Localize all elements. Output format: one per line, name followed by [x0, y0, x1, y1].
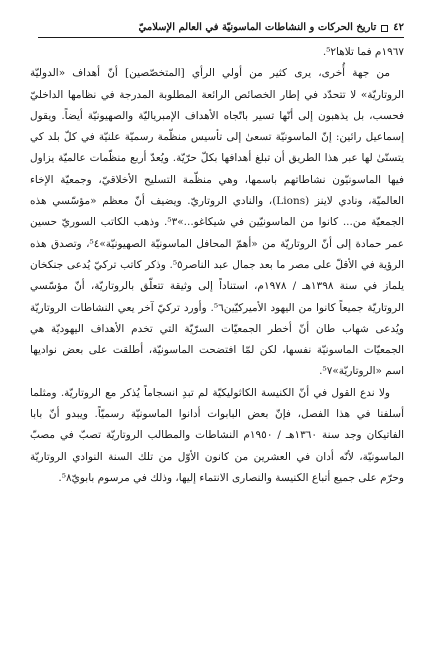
paragraph-continuation: ١٩٦٧م فما تلاها⁵٢. [322, 46, 404, 58]
square-ornament-icon [381, 25, 388, 32]
body-text [30, 42, 404, 489]
paragraph-church: ولا ندع القول في أنّ الكنيسة الكاثوليكيّة لم تبدِ انسجاماً يُذكر مع الروتاريّة. ومثلما أسلفنا في هذا الفصل، فإنّ بعض البابوات أدانوا الماسونيّة رسميّاً. ويبدو أنّ بابا الفاتيكان وجد سنة ١٣٦٠هـ / ١٩٥٠م النشاطات والمطالب الروتاريّة تصبّ في مصبّ الماسونيّة، لأنّه أدان في العشرين من كانون الأوّل من تلك السنة النوادي الروتاريّة وحرّم على جميع أتباع الكنيسة والنصارى الانتماء إليها، وذلك في مرسوم بابويّ⁵٨. [30, 386, 405, 484]
header-rule [38, 37, 404, 38]
paragraph-rotary: من جهة أُخرى، يرى كثير من أولي الرأي [المتخصّصين] أنّ أهداف «الدوليّة الروتاريّة» لا تتحدّد في إطار الخصائص الرائعة المطلوبة المدرجة في نظامها الداخليّ فحسب، بل يذهبون إلى أنّها تسير باتّجاه الأهداف الإمبرياليّة والصهيونيّة أيضاً. ويقول إسماعيل رائين: إنّ الماسونيّة تسعىٰ إلى تأسيس منظّمة رسميّة علنيّة في كلّ بلد كي يتسنّىٰ لها عبر هذا الطريق أن تبلغ أهدافها بكلّ حرّيّة. ويُعدّ أربع منظّمات عالميّة يزاول فيها الماسونيّون نشاطاتهم باسمها، وهي منظّمة التسليح الأخلاقيّ، وجمعيّة الإخاء العالميّة، ونادي لاينز (Lions)، والنادي الروتاريّ. ويضيف أنّ معظم «مؤسّسي هذه الجمعيّة من... كانوا من الماسونيّين في شيكاغو...»⁵٣. وذهب الكاتب السوريّ حسين عمر حمادة إلى أنّ الروتاريّة من «أهمّ المحافل الماسونيّة الصهيونيّة»⁵٤، وتصدق هذه الرؤية في الأقلّ على مصر ما بعد جمال عبد الناصر⁵٥. وذكر كاتب تركيّ يُدعى جنكخان يلماز في سنة ١٣٩٨هـ / ١٩٧٨م، استناداً إلى وثيقة تتعلّق بالروتاريّة، أنّ مؤسّسي الروتاريّة جميعاً كانوا من اليهود الأميركيّين⁵٦. وأورد تركيّ آخر يعي النشاطات الروتاريّة ويُدعى شهاب طان أنّ أخطر الجمعيّات السرّيّة التي تخدم الأهداف اليهوديّة هي الجمعيّات الماسونيّة نفسها، لكن لمّا افتضحت الماسونيّة، أطلقت على بعض نواديها اسم «الروتاريّة»⁵٧. [30, 67, 404, 378]
page-number: ٤٢ [393, 22, 404, 33]
running-title: تاريخ الحركات و النشاطات الماسونيّة في العالم الإسلاميّ [138, 22, 377, 33]
running-head [40, 22, 404, 34]
